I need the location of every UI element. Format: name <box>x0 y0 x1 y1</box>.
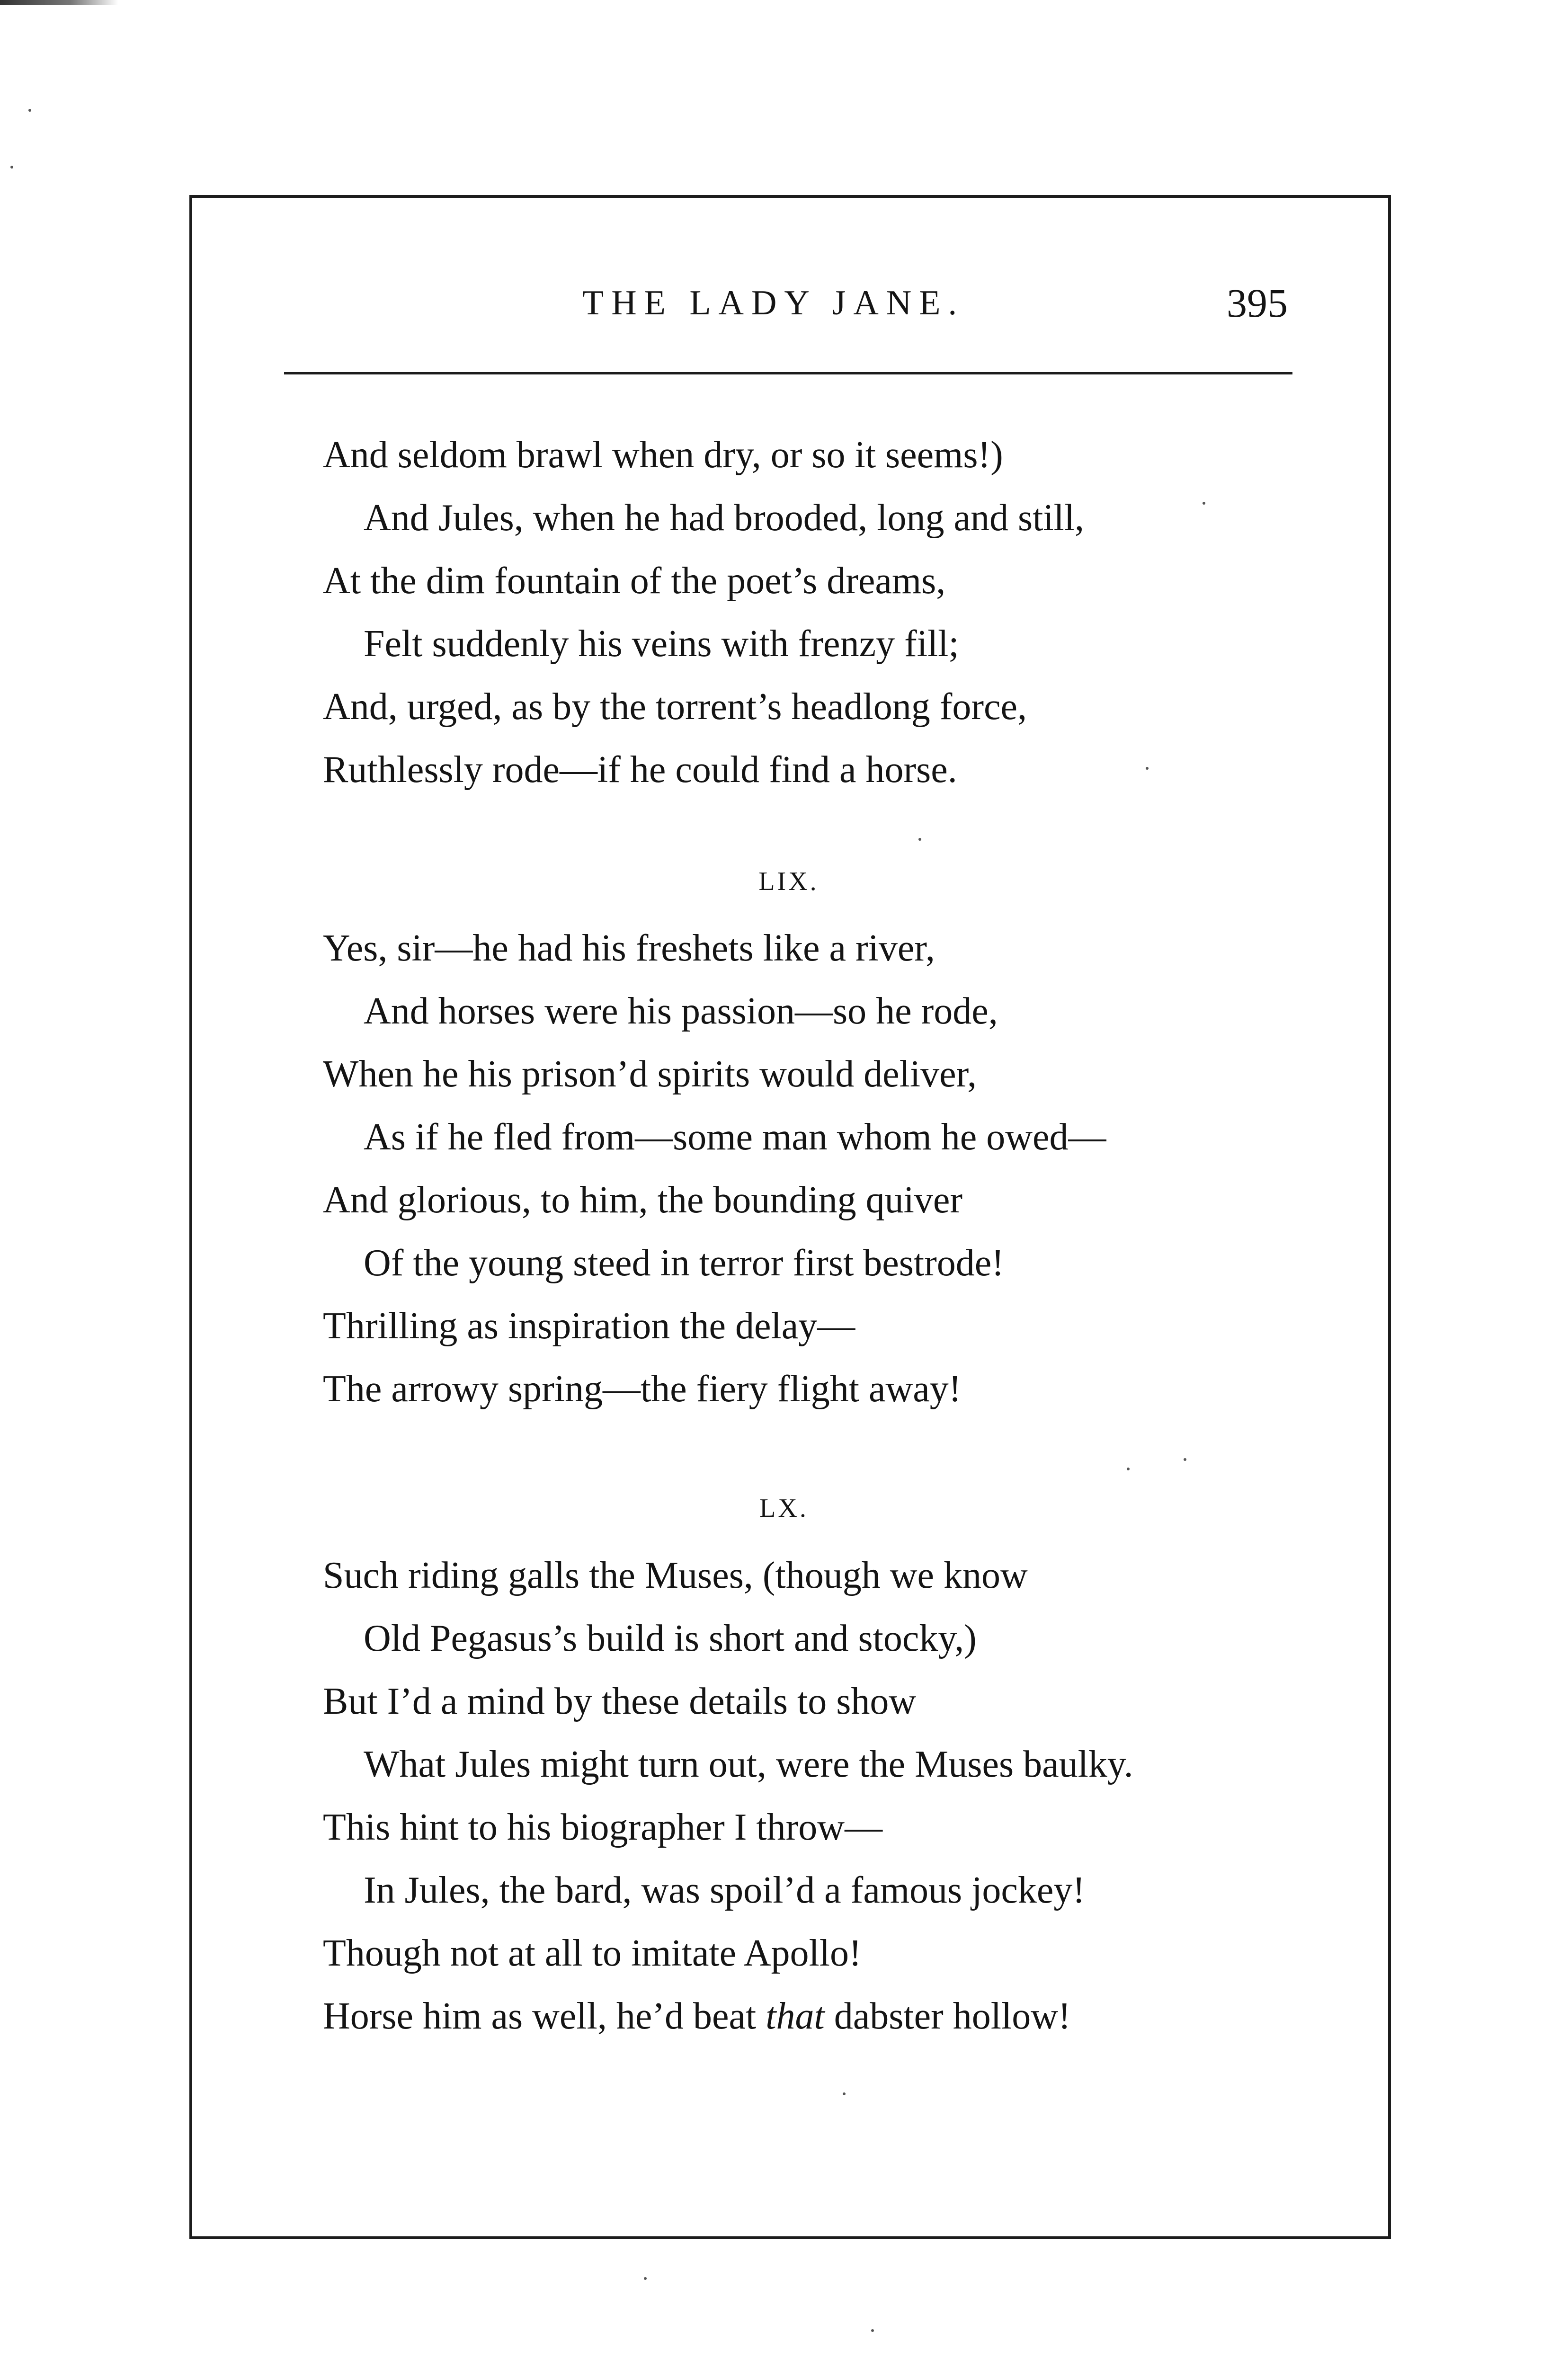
stanza-lx <box>323 1544 1133 2048</box>
italic-emphasis: that <box>766 1995 825 2037</box>
verse-line: At the dim fountain of the poet’s dreams, <box>323 560 946 602</box>
scan-speck <box>1203 502 1205 505</box>
verse-line: In Jules, the bard, was spoil’d a famous jockey! <box>364 1869 1086 1911</box>
page-number: 395 <box>1227 280 1288 326</box>
verse-line: And, urged, as by the torrent’s headlong force, <box>323 686 1027 728</box>
scan-speck <box>28 109 31 112</box>
verse-line: As if he fled from—some man whom he owed— <box>364 1116 1106 1158</box>
verse-line: And Jules, when he had brooded, long and still, <box>364 497 1084 539</box>
verse-line: Such riding galls the Muses, (though we know <box>323 1555 1028 1596</box>
verse-line: Thrilling as inspiration the delay— <box>323 1305 855 1347</box>
scan-speck <box>1146 767 1149 770</box>
stanza-lix <box>323 917 1106 1421</box>
verse-line: Felt suddenly his veins with frenzy fill; <box>364 623 959 665</box>
scan-speck <box>10 166 13 169</box>
stanza-number-lx: LX. <box>759 1494 809 1523</box>
verse-line: Ruthlessly rode—if he could find a horse. <box>323 749 957 791</box>
header-rule <box>284 372 1292 374</box>
verse-line: Of the young steed in terror first bestrode! <box>364 1242 1004 1284</box>
verse-line: Yes, sir—he had his freshets like a river, <box>323 927 935 969</box>
verse-line: And seldom brawl when dry, or so it seems!) <box>323 434 1003 476</box>
scan-speck <box>843 2092 846 2095</box>
scan-speck <box>918 838 921 841</box>
scan-speck <box>1184 1458 1186 1461</box>
verse-line: Though not at all to imitate Apollo! <box>323 1932 862 1974</box>
stanza-number-lix: LIX. <box>758 867 819 896</box>
verse-line: And glorious, to him, the bounding quiver <box>323 1179 963 1221</box>
verse-line: What Jules might turn out, were the Muses baulky. <box>364 1744 1133 1785</box>
verse-line: The arrowy spring—the fiery flight away! <box>323 1368 962 1410</box>
scan-speck <box>1127 1468 1130 1470</box>
verse-line: When he his prison’d spirits would deliver, <box>323 1053 977 1095</box>
verse-line: And horses were his passion—so he rode, <box>364 990 998 1032</box>
scan-speck <box>644 2277 647 2280</box>
verse-line: Horse him as well, he’d beat that dabster hollow! <box>323 1995 1071 2037</box>
verse-line: But I’d a mind by these details to show <box>323 1681 917 1722</box>
verse-line: This hint to his biographer I throw— <box>323 1806 883 1848</box>
running-title: THE LADY JANE. <box>582 284 965 322</box>
scan-speck <box>871 2329 874 2332</box>
running-head <box>284 275 1288 331</box>
stanza-continuation <box>323 424 1084 801</box>
scan-edge-smudge <box>0 0 118 5</box>
verse-line: Old Pegasus’s build is short and stocky,) <box>364 1618 977 1659</box>
